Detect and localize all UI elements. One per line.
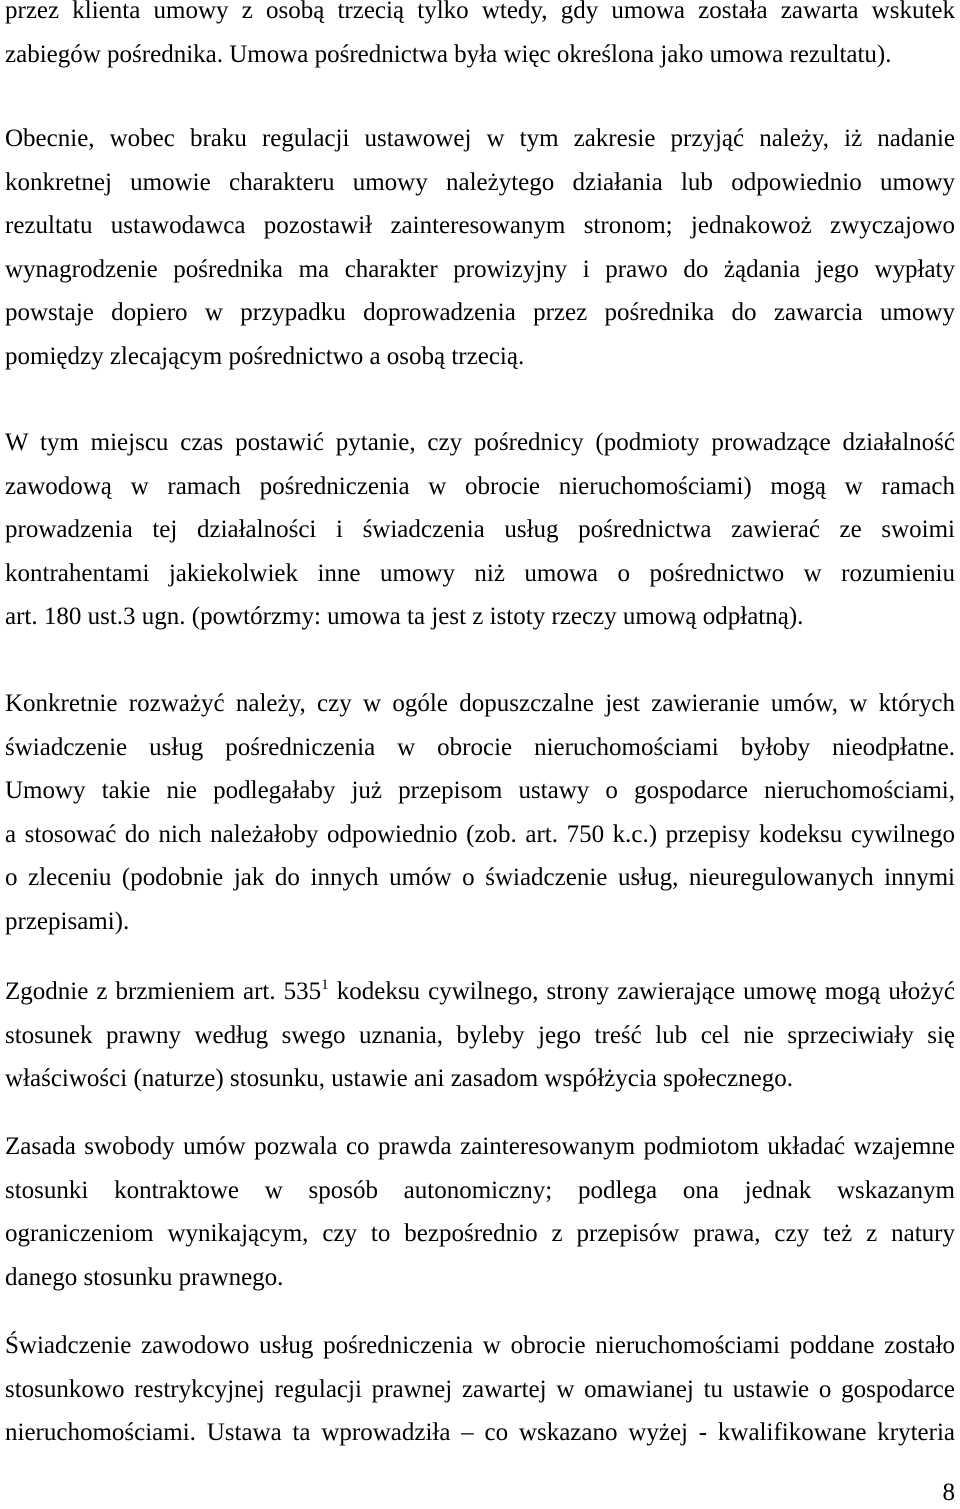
text-line: powstaje dopiero w przypadku doprowadzenia przez pośrednika do zawarcia umowy xyxy=(5,299,955,326)
text-line: o zleceniu (podobnie jak do innych umów o świadczenie usług, nieuregulowanych innymi xyxy=(5,864,955,891)
text-line: danego stosunku prawnego. xyxy=(5,1263,284,1291)
paragraph xyxy=(5,117,955,378)
text-line: nieruchomościami. Ustawa ta wprowadziła – co wskazano wyżej - kwalifikowane kryteria xyxy=(5,1419,955,1446)
text-line: właściwości (naturze) stosunku, ustawie ani zasadom współżycia społecznego. xyxy=(5,1065,793,1092)
text-segment: kodeksu cywilnego, strony zawierające umowę mogą ułożyć xyxy=(336,978,955,1005)
paragraph xyxy=(5,421,955,639)
text-segment: Zgodnie z brzmieniem art. 535 xyxy=(5,978,322,1005)
text-line: świadczenie usług pośredniczenia w obrocie nieruchomościami byłoby nieodpłatne. xyxy=(5,733,955,761)
paragraph xyxy=(5,682,955,943)
text-line: stosunkowo restrykcyjnej regulacji prawnej zawartej w omawianej tu ustawie o gospodarce xyxy=(5,1375,955,1403)
text-line: art. 180 ust.3 ugn. (powtórzmy: umowa ta jest z istoty rzeczy umową odpłatną). xyxy=(5,603,804,630)
text-line: pomiędzy zlecającym pośrednictwo a osobą trzecią. xyxy=(5,342,525,370)
text-line: stosunek prawny według swego uznania, byleby jego treść lub cel nie sprzeciwiały się xyxy=(5,1021,955,1049)
text-line: Konkretnie rozważyć należy, czy w ogóle dopuszczalne jest zawieranie umów, w których xyxy=(5,690,955,717)
text-line: ograniczeniom wynikającym, czy to bezpośrednio z przepisów prawa, czy też z natury xyxy=(5,1220,955,1247)
text-line: wynagrodzenie pośrednika ma charakter prowizyjny i prawo do żądania jego wypłaty xyxy=(5,255,955,283)
text-line: przez klienta umowy z osobą trzecią tylko wtedy, gdy umowa została zawarta wskutek xyxy=(5,0,955,24)
paragraph xyxy=(5,1324,955,1455)
paragraph xyxy=(5,0,955,76)
text-line: zawodową w ramach pośredniczenia w obrocie nieruchomościami) mogą w ramach xyxy=(5,472,955,500)
text-line: W tym miejscu czas postawić pytanie, czy pośrednicy (podmioty prowadzące działalność xyxy=(5,429,955,456)
text-line: rezultatu ustawodawca pozostawił zainteresowanym stronom; jednakowoż zwyczajowo xyxy=(5,212,955,239)
text-line: przepisami). xyxy=(5,907,130,935)
text-line: prowadzenia tej działalności i świadczenia usług pośrednictwa zawierać ze swoimi xyxy=(5,516,955,543)
text-line xyxy=(5,970,955,1014)
text-line: kontrahentami jakiekolwiek inne umowy niż umowa o pośrednictwo w rozumieniu xyxy=(5,559,955,587)
text-line: Umowy takie nie podlegałaby już przepisom ustawy o gospodarce nieruchomościami, xyxy=(5,777,955,804)
page-number: 8 xyxy=(942,1479,955,1506)
text-line: Świadczenie zawodowo usług pośredniczenia w obrocie nieruchomościami poddane zostało xyxy=(5,1332,955,1359)
paragraph xyxy=(5,1125,955,1299)
text-line: konkretnej umowie charakteru umowy należytego działania lub odpowiednio umowy xyxy=(5,168,955,196)
text-line: Obecnie, wobec braku regulacji ustawowej w tym zakresie przyjąć należy, iż nadanie xyxy=(5,125,955,152)
text-line: Zasada swobody umów pozwala co prawda zainteresowanym podmiotom układać wzajemne xyxy=(5,1133,955,1160)
footnote-superscript: 1 xyxy=(321,977,329,993)
text-line: stosunki kontraktowe w sposób autonomiczny; podlega ona jednak wskazanym xyxy=(5,1176,955,1204)
text-line: zabiegów pośrednika. Umowa pośrednictwa była więc określona jako umowa rezultatu). xyxy=(5,40,892,68)
paragraph xyxy=(5,970,955,1101)
text-line: a stosować do nich należałoby odpowiednio (zob. art. 750 k.c.) przepisy kodeksu cywilnego xyxy=(5,820,955,848)
